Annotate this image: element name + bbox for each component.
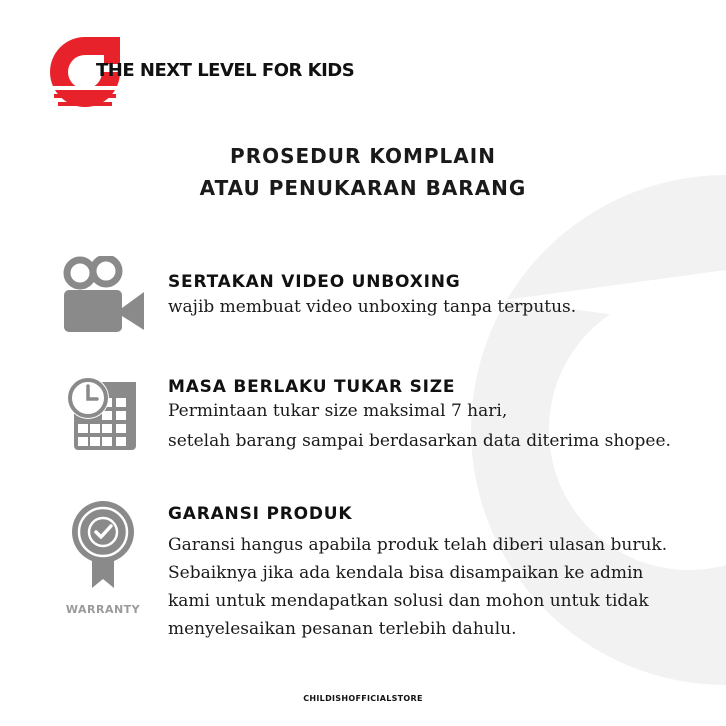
warranty-badge-icon bbox=[68, 500, 138, 592]
page-title-line-1: PROSEDUR KOMPLAIN bbox=[230, 144, 496, 168]
brand-name: THE NEXT LEVEL FOR KIDS bbox=[96, 60, 355, 81]
item-text-garansi-line-1: Garansi hangus apabila produk telah diberi ulasan buruk. bbox=[168, 535, 668, 555]
calendar-clock-icon bbox=[66, 374, 138, 452]
item-text-size-line-2: setelah barang sampai berdasarkan data diterima shopee. bbox=[168, 431, 671, 451]
item-heading-video: SERTAKAN VIDEO UNBOXING bbox=[168, 272, 461, 292]
item-text-video-line-1: wajib membuat video unboxing tanpa terputus. bbox=[168, 297, 577, 317]
store-name-footer: CHILDISHOFFICIALSTORE bbox=[303, 694, 423, 703]
video-camera-icon bbox=[62, 256, 146, 334]
warranty-label: WARRANTY bbox=[65, 603, 141, 616]
item-text-garansi-line-3: kami untuk mendapatkan solusi dan mohon untuk tidak bbox=[168, 591, 649, 611]
page-title-line-2: ATAU PENUKARAN BARANG bbox=[199, 176, 527, 200]
item-text-garansi-line-2: Sebaiknya jika ada kendala bisa disampaikan ke admin bbox=[168, 563, 644, 583]
item-text-size-line-1: Permintaan tukar size maksimal 7 hari, bbox=[168, 401, 508, 421]
item-heading-size: MASA BERLAKU TUKAR SIZE bbox=[168, 377, 456, 397]
item-text-garansi-line-4: menyelesaikan pesanan terlebih dahulu. bbox=[168, 619, 517, 639]
item-heading-garansi: GARANSI PRODUK bbox=[168, 504, 353, 524]
